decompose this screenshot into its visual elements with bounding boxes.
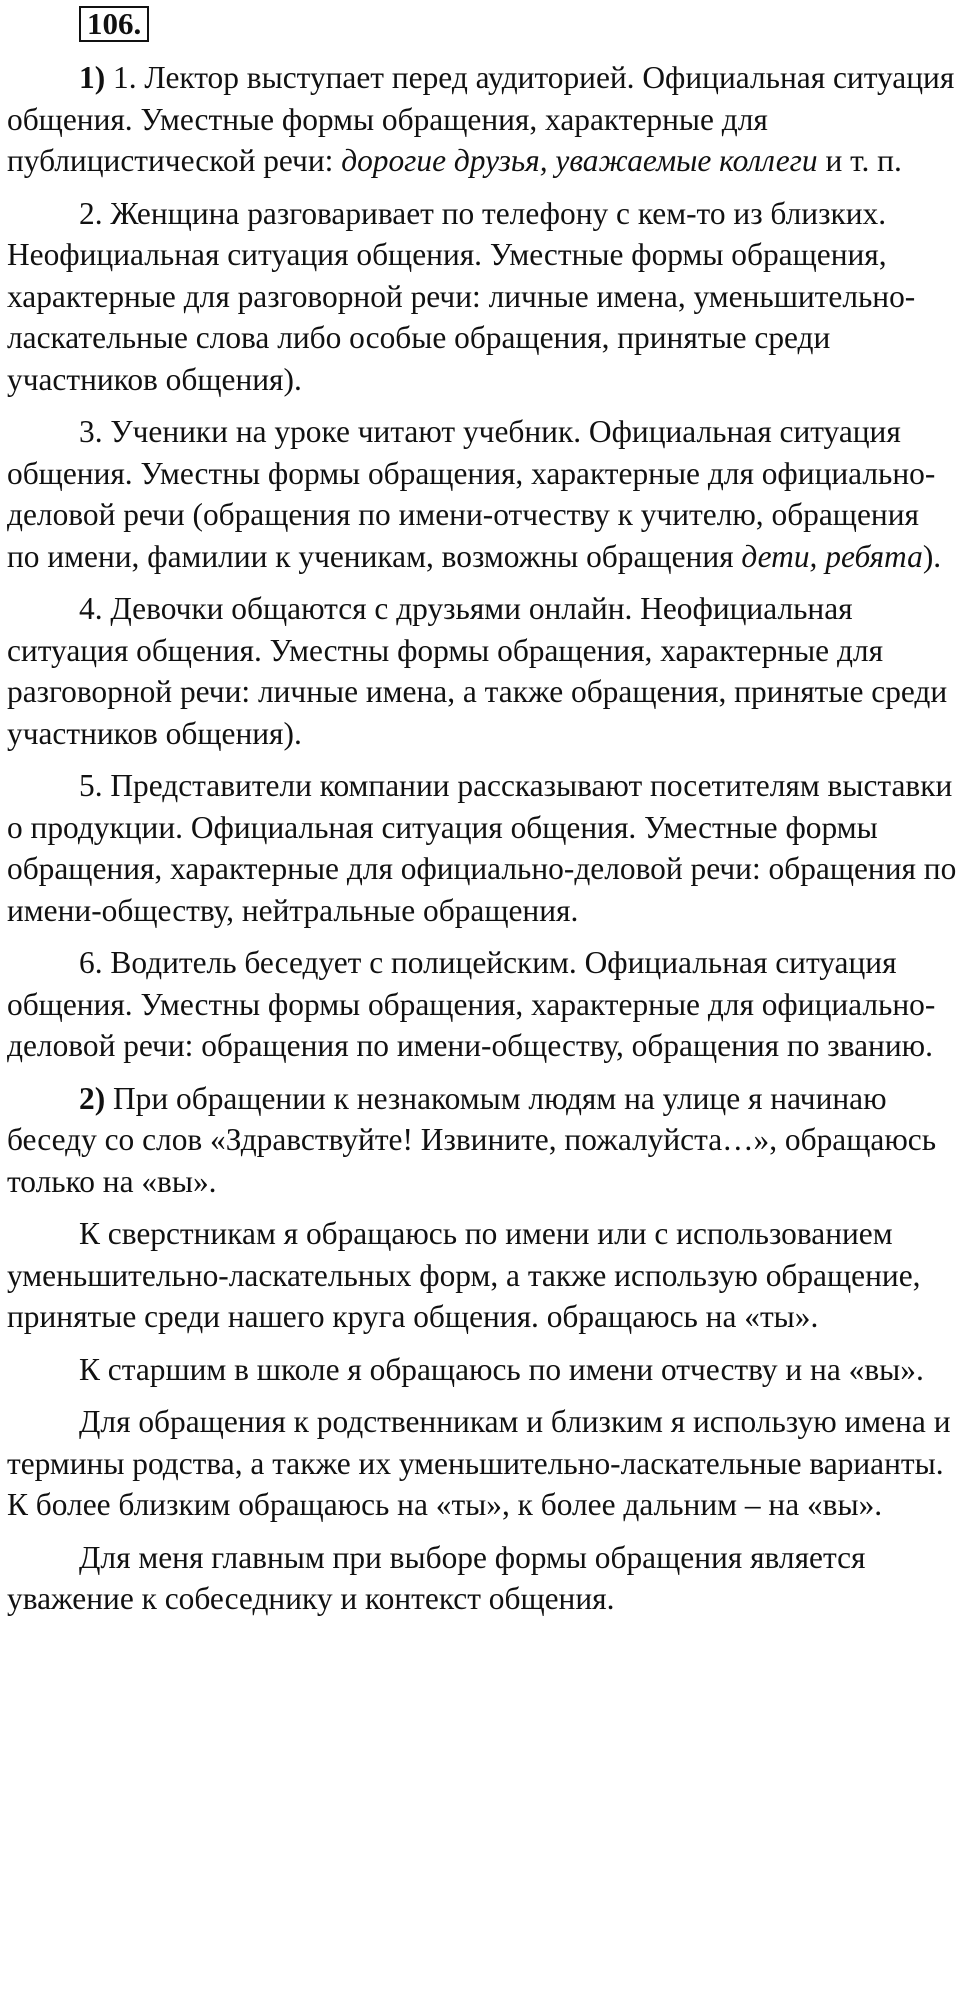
text-run: К сверстникам я обращаюсь по имени или с использованием уменьшительно-ласкательных форм, а также использую обращение, принятые среди нашего круга общения. обращаюсь на «ты». bbox=[7, 1216, 921, 1334]
answer-text bbox=[7, 57, 957, 1631]
part-marker: 1) bbox=[79, 60, 106, 95]
answer-paragraph bbox=[7, 765, 957, 931]
part-marker: 2) bbox=[79, 1080, 106, 1116]
italic-example: дети, ребята bbox=[741, 538, 923, 574]
text-run: ). bbox=[922, 538, 942, 574]
text-run: К старшим в школе я обращаюсь по имени отчеству и на «вы». bbox=[79, 1351, 924, 1387]
text-run: Для обращения к родственникам и близким я использую имена и термины родства, а также их уменьшительно-ласкательные варианты. К более близким обращаюсь на «ты», к более дальним – на «вы». bbox=[7, 1404, 951, 1522]
text-run: 3. Ученики на уроке читают учебник. Официальная ситуация общения. Уместны формы обращения, характерные для официально-деловой речи (обращения по имени-отчеству к учителю, обращения по имени, фамилии к ученикам, возможны обращения bbox=[7, 414, 936, 574]
text-run: При обращении к незнакомым людям на улице я начинаю беседу со слов «Здравствуйте! Извините, пожалуйста…», обращаюсь только на «вы». bbox=[7, 1080, 937, 1199]
text-run: Для меня главным при выборе формы обращения является уважение к собеседнику и контекст общения. bbox=[7, 1539, 866, 1616]
answer-paragraph bbox=[7, 1078, 957, 1203]
text-run: 1. Лектор выступает перед аудиторией. Официальная ситуация общения. Уместные формы обращения, характерные для публицистической речи: bbox=[7, 60, 955, 178]
answer-paragraph bbox=[7, 57, 957, 182]
answer-paragraph bbox=[7, 588, 957, 754]
answer-paragraph bbox=[7, 942, 957, 1067]
answer-paragraph bbox=[7, 411, 957, 577]
answer-paragraph bbox=[7, 193, 957, 401]
text-run: 4. Девочки общаются с друзьями онлайн. Неофициальная ситуация общения. Уместны формы обращения, характерные для разговорной речи: личные имена, а также обращения, принятые среди участников общения). bbox=[7, 591, 948, 751]
text-run: 6. Водитель беседует с полицейским. Официальная ситуация общения. Уместны формы обращения, характерные для официально-деловой речи: обращения по имени-обществу, обращения по званию. bbox=[7, 945, 936, 1063]
answer-paragraph bbox=[7, 1537, 957, 1620]
text-run: 5. Представители компании рассказывают посетителям выставки о продукции. Официальная ситуация общения. Уместные формы обращения, характерные для официально-деловой речи: обращения по имени-обществу, нейтральные обращения. bbox=[7, 768, 957, 928]
exercise-number: 106. bbox=[79, 6, 149, 42]
answer-paragraph bbox=[7, 1213, 957, 1338]
answer-paragraph bbox=[7, 1401, 957, 1526]
text-run: 2. Женщина разговаривает по телефону с кем-то из близких. Неофициальная ситуация общения. Уместные формы обращения, характерные для разговорной речи: личные имена, уменьшительно-ласкательные слова либо особые обращения, принятые среди участников общения). bbox=[7, 195, 916, 397]
text-run: и т. п. bbox=[817, 143, 902, 178]
answer-paragraph bbox=[7, 1349, 957, 1391]
italic-example: дорогие друзья, уважаемые коллеги bbox=[341, 143, 818, 178]
